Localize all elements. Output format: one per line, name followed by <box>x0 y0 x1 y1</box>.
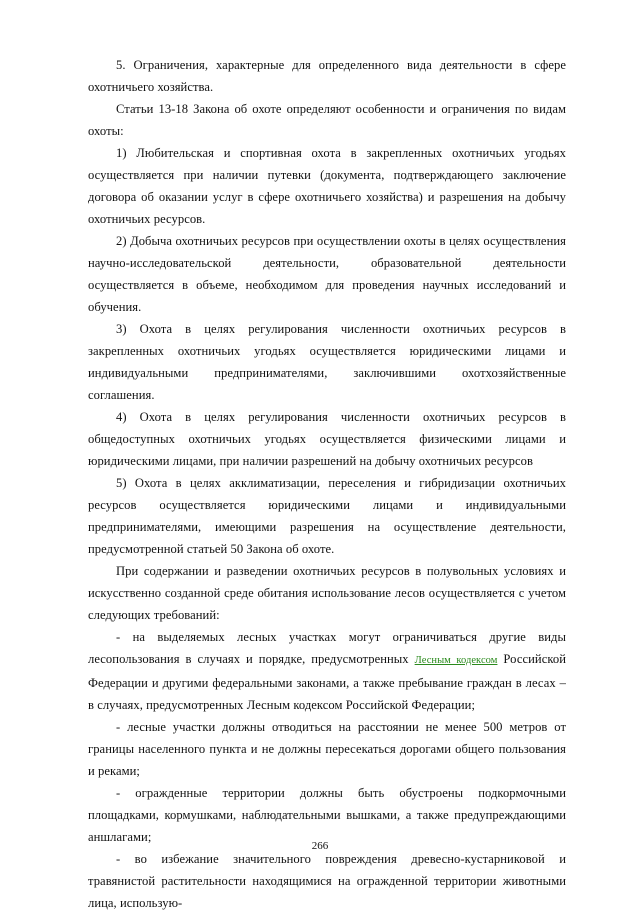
paragraph-item-1: 1) Любительская и спортивная охота в закрепленных охотничьих угодьях осуществляется при наличии путевки (документа, подтверждающего заключение договора об оказании услуг в сфере охотничьего хозяйства) и разрешения на добычу охотничьих ресурсов. <box>88 146 566 226</box>
paragraph-fenced-territories: - огражденные территории должны быть обустроены подкормочными площадками, кормушками, наблюдательными вышками, а также предупреждающими аншлагами; <box>88 786 566 844</box>
paragraph-forest-plots-after: Российской Федерации и другими федеральными законами, а также пребывание граждан в лесах – в случаях, предусмотренных Лесным кодексом Российской Федерации; <box>88 652 566 712</box>
paragraph-forest-plots <box>88 626 566 716</box>
paragraph-forest-plots-before: - на выделяемых лесных участках могут ограничиваться другие виды лесопользования в случаях и порядке, предусмотренных <box>88 630 566 666</box>
paragraph-item-2: 2) Добыча охотничьих ресурсов при осуществлении охоты в целях осуществления научно-исследовательской деятельности, образовательной деятельности осуществляется в объеме, необходимом для проведения научных исследований и обучения. <box>88 234 566 314</box>
document-page <box>88 54 566 914</box>
paragraph-item-5: 5) Охота в целях акклиматизации, переселения и гибридизации охотничьих ресурсов осуществляется юридическими лицами и индивидуальными предпринимателями, имеющими разрешения на осуществление деятельности, предусмотренной статьей 50 Закона об охоте. <box>88 476 566 556</box>
paragraph-restrictions-heading: 5. Ограничения, характерные для определенного вида деятельности в сфере охотничьего хозяйства. <box>88 58 566 94</box>
forest-code-link[interactable]: Лесным кодексом <box>414 655 498 666</box>
paragraph-item-4: 4) Охота в целях регулирования численности охотничьих ресурсов в общедоступных охотничьих угодьях осуществляется физическими лицами и юридическими лицами, при наличии разрешений на добычу охотничьих ресурсов <box>88 410 566 468</box>
page-number: 266 <box>311 840 329 852</box>
paragraph-requirements-intro: При содержании и разведении охотничьих ресурсов в полувольных условиях и искусственно созданной среде обитания использование лесов осуществляется с учетом следующих требований: <box>88 564 566 622</box>
paragraph-articles-intro: Статьи 13-18 Закона об охоте определяют особенности и ограничения по видам охоты: <box>88 102 566 138</box>
paragraph-vegetation-damage: - во избежание значительного повреждения древесно-кустарниковой и травянистой растительности находящимися на огражденной территории животными лица, использую- <box>88 852 566 910</box>
paragraph-item-3: 3) Охота в целях регулирования численности охотничьих ресурсов в закрепленных охотничьих угодьях осуществляется юридическими лицами и индивидуальными предпринимателями, заключившими охотхозяйственные соглашения. <box>88 322 566 402</box>
paragraph-distance-requirement: - лесные участки должны отводиться на расстоянии не менее 500 метров от границы населенного пункта и не должны пересекаться дорогами общего пользования и реками; <box>88 720 566 778</box>
